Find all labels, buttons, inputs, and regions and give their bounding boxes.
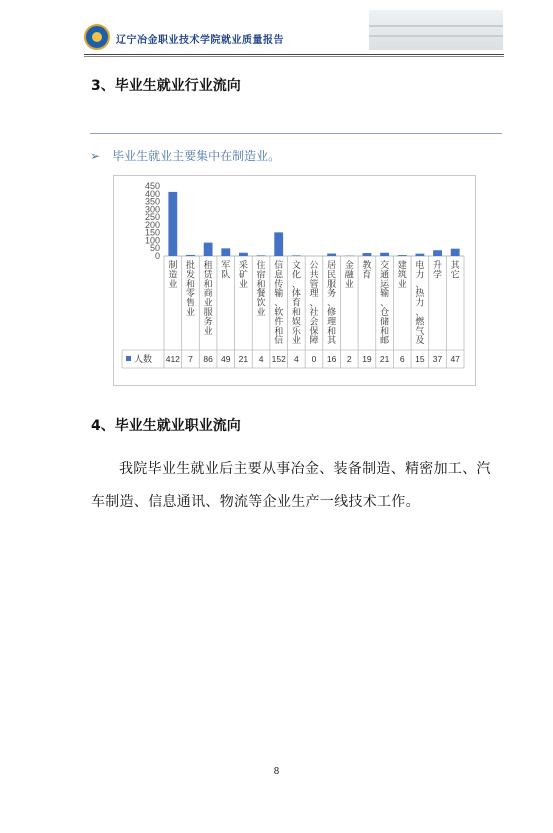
category-label: 金融业	[344, 261, 354, 290]
value-label: 16	[326, 354, 337, 364]
value-label: 0	[311, 354, 317, 364]
value-label: 4	[293, 354, 299, 364]
value-label: 4	[258, 354, 264, 364]
campus-building-image	[369, 10, 503, 50]
bar	[239, 253, 248, 256]
bar	[451, 249, 460, 256]
y-tick-label: 150	[144, 227, 160, 238]
arrow-bullet-icon: ➢	[90, 149, 101, 163]
bar	[433, 250, 442, 256]
category-label: 信息传输、软件和信	[274, 261, 284, 347]
school-report-title: 辽宁冶金职业技术学院就业质量报告	[116, 35, 284, 46]
y-tick-label: 450	[144, 181, 160, 191]
legend-marker	[126, 356, 131, 361]
page-number: 8	[273, 767, 280, 777]
value-label: 21	[238, 354, 249, 364]
value-label: 2	[346, 354, 352, 364]
category-label: 租赁和商业服务业	[203, 261, 213, 337]
header-divider	[84, 54, 504, 55]
bar	[274, 232, 283, 256]
report-header	[84, 24, 504, 54]
value-label: 7	[188, 354, 193, 364]
body-paragraph: 我院毕业生就业后主要从事冶金、装备制造、精密加工、汽车制造、信息通讯、物流等企业生产一线技术工作。	[91, 461, 491, 510]
bar	[257, 255, 266, 256]
category-label: 批发和零售业	[185, 261, 195, 318]
category-label: 军队	[221, 261, 231, 281]
y-tick-label: 300	[144, 204, 160, 215]
value-label: 47	[450, 354, 460, 364]
bar	[415, 254, 424, 256]
y-tick-label: 200	[144, 219, 160, 230]
category-label: 交通运输、仓储和邮	[380, 261, 390, 347]
value-label: 6	[399, 354, 405, 364]
bar	[380, 253, 389, 256]
section-3-title: 3、毕业生就业行业流向	[91, 78, 241, 94]
bar	[186, 255, 195, 256]
y-tick-label: 350	[144, 196, 160, 207]
chart-svg	[114, 176, 475, 385]
value-label: 15	[415, 354, 425, 364]
category-label: 升学	[433, 261, 443, 281]
bullet-line	[90, 147, 280, 164]
y-tick-label: 100	[144, 235, 160, 246]
category-label: 其它	[450, 261, 460, 281]
category-label: 建筑业	[397, 261, 407, 290]
school-logo	[84, 24, 110, 50]
category-label: 教育	[362, 261, 372, 281]
category-label: 采矿业	[238, 261, 248, 290]
y-tick-label: 0	[154, 251, 160, 261]
bar	[204, 243, 213, 256]
category-label: 住宿和餐饮业	[256, 261, 266, 318]
bar	[327, 254, 336, 256]
category-label: 电力、热力、燃气及	[415, 261, 425, 347]
y-tick-label: 400	[144, 188, 160, 199]
bar	[363, 253, 372, 256]
bar	[292, 255, 301, 256]
category-label: 居民服务、修理和其	[327, 261, 337, 347]
y-tick-label: 50	[149, 243, 160, 254]
value-label: 412	[165, 354, 180, 364]
value-label: 49	[221, 354, 231, 364]
section-4-title: 4、毕业生就业职业流向	[91, 418, 241, 434]
industry-bar-chart	[113, 175, 476, 386]
header-divider-thin	[84, 56, 504, 57]
section-rule	[90, 133, 502, 134]
bullet-text: 毕业生就业主要集中在制造业。	[112, 149, 281, 163]
bar	[221, 248, 230, 256]
category-label: 公共管理、社会保障	[309, 261, 319, 347]
y-tick-label: 250	[144, 212, 160, 223]
value-label: 19	[362, 354, 372, 364]
bar	[168, 192, 177, 256]
bar	[398, 255, 407, 256]
value-label: 152	[271, 354, 286, 364]
legend-label: 人数	[134, 355, 153, 365]
value-label: 86	[203, 354, 213, 364]
category-label: 制造业	[168, 261, 178, 290]
value-label: 37	[432, 354, 443, 364]
category-label: 文化、体育和娱乐业	[291, 261, 301, 347]
value-label: 21	[379, 354, 390, 364]
